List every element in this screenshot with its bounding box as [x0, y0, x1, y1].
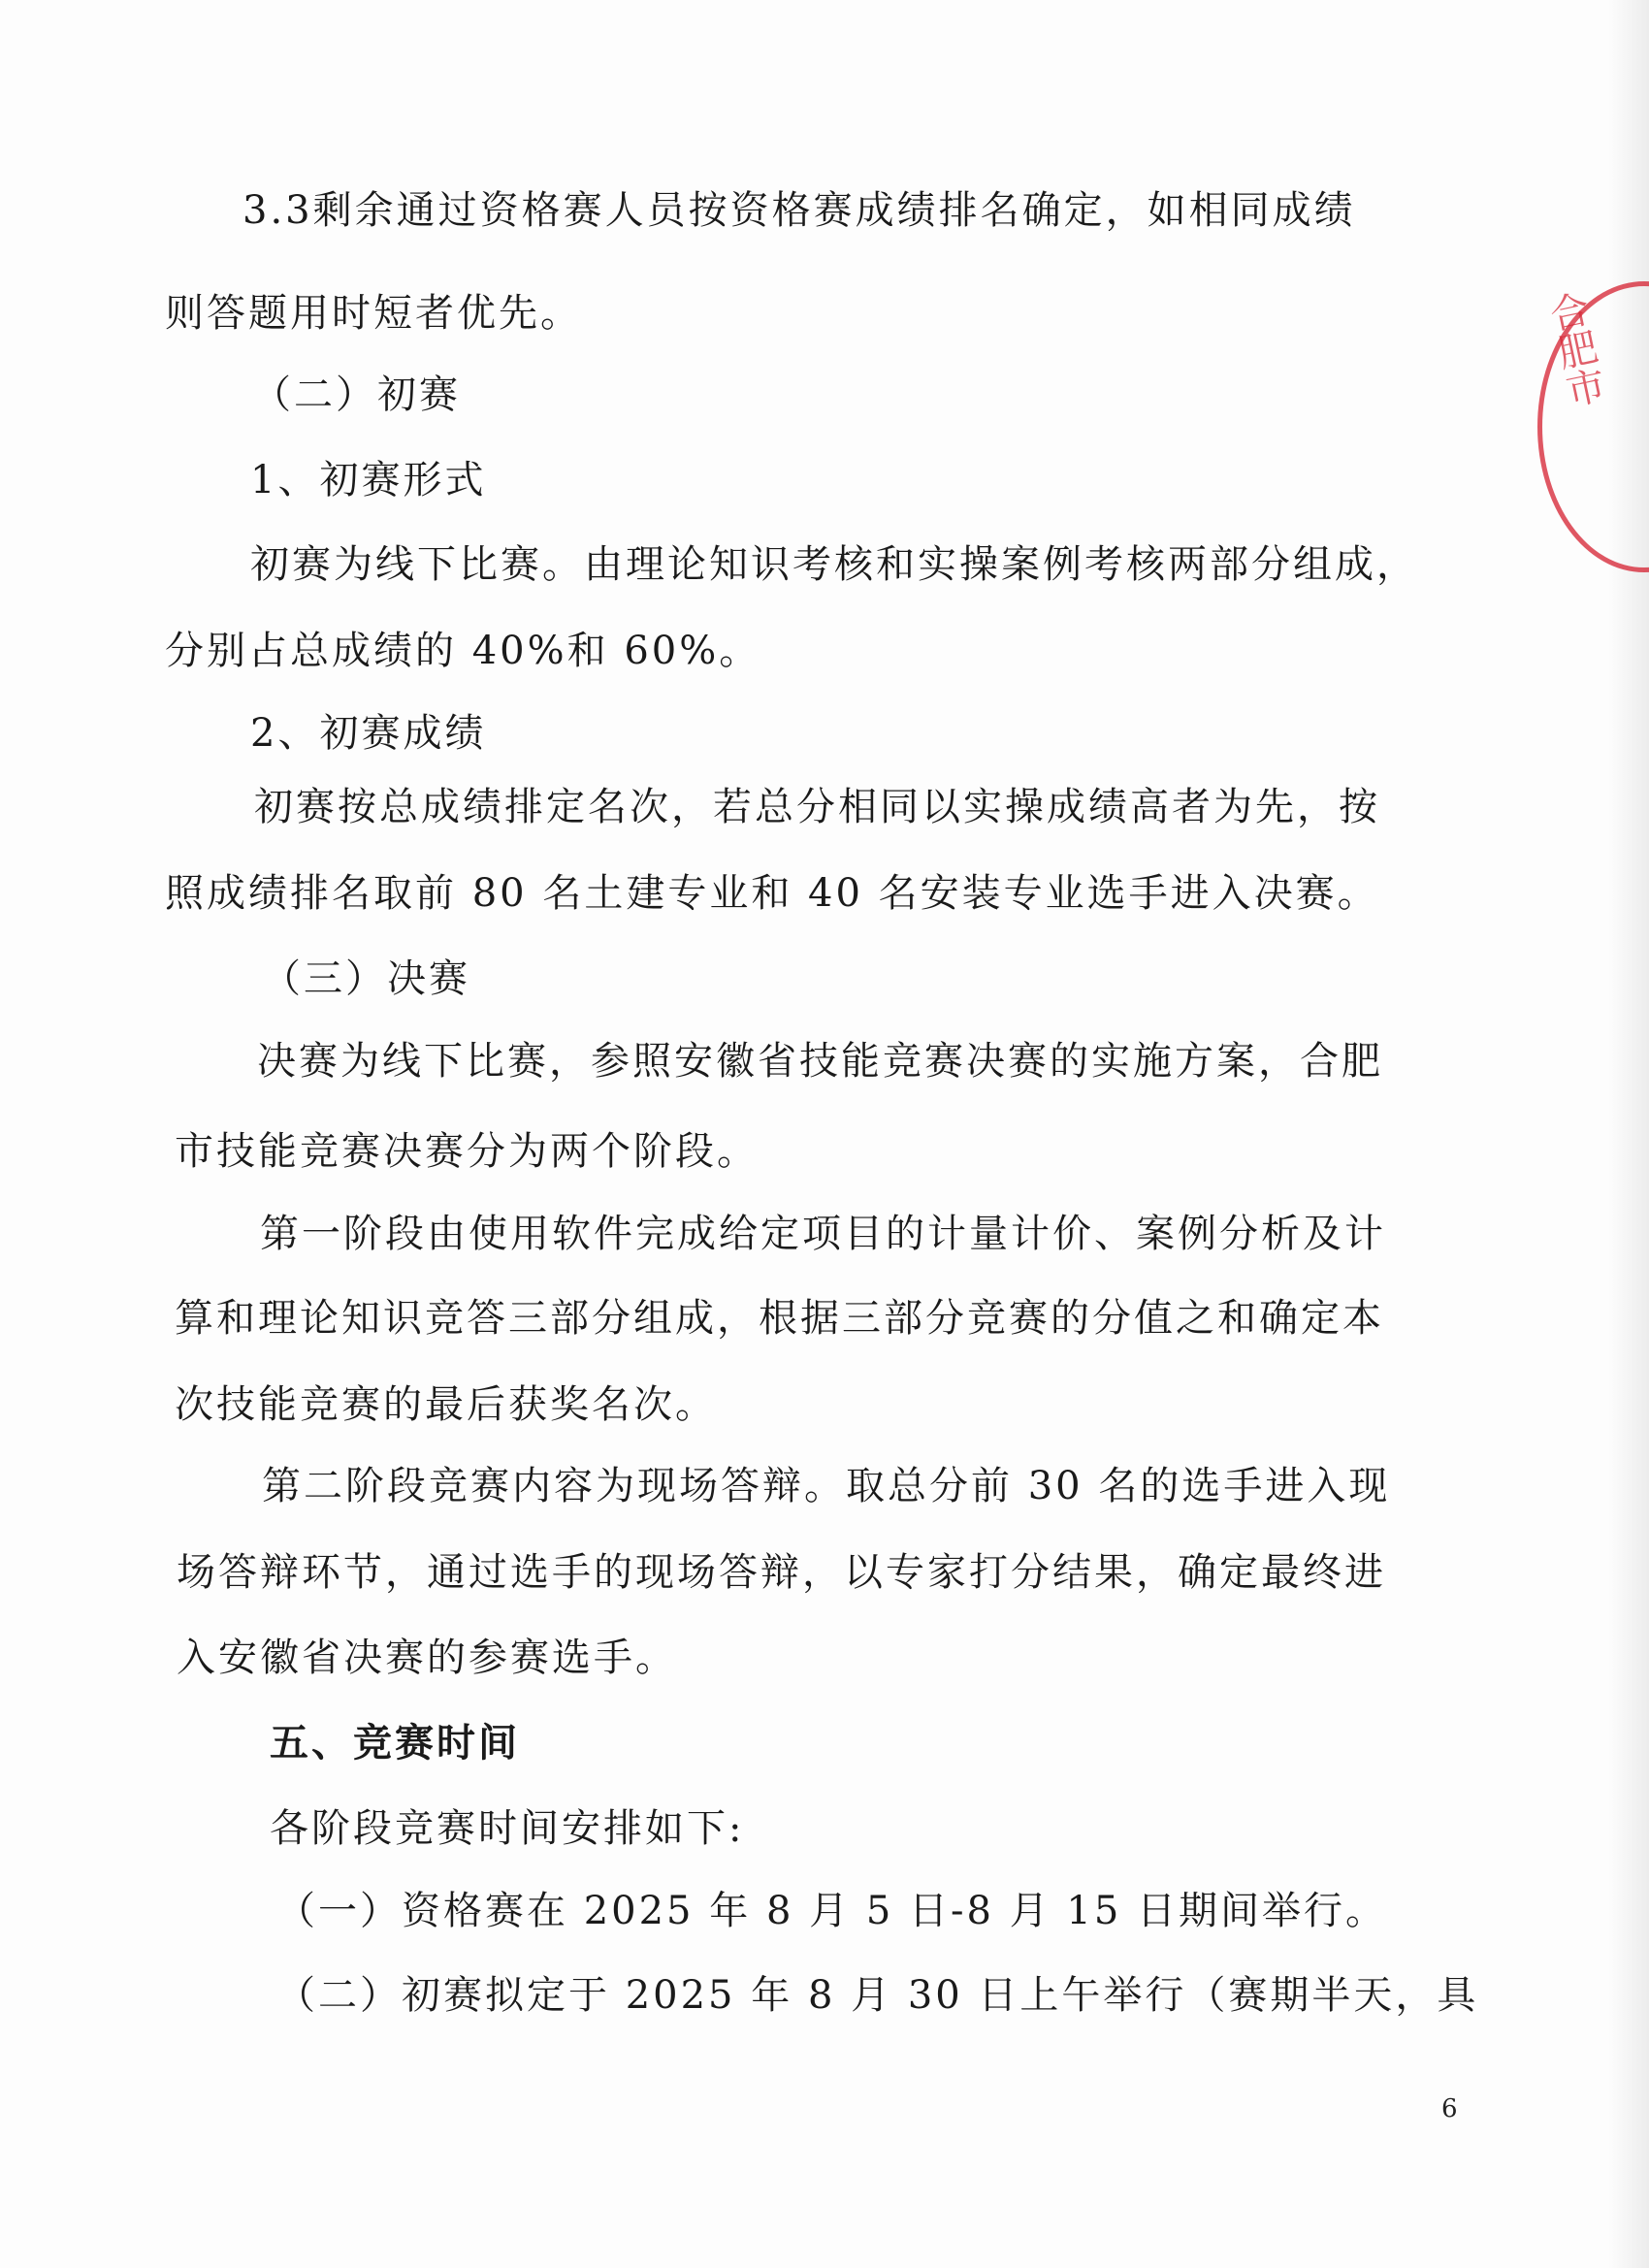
text-line: 算和理论知识竞答三部分组成，根据三部分竞赛的分值之和确定本 [175, 1296, 1384, 1341]
text-line: 初赛为线下比赛。由理论知识考核和实操案例考核两部分组成， [250, 542, 1418, 587]
text-line: 第二阶段竞赛内容为现场答辩。取总分前 30 名的选手进入现 [262, 1464, 1391, 1508]
subsection-heading: 2、初赛成绩 [250, 711, 487, 756]
section-heading: （二）初赛 [252, 373, 461, 417]
text-line: 第一阶段由使用软件完成给定项目的计量计价、案例分析及计 [260, 1212, 1386, 1256]
text-line: 初赛按总成绩排定名次，若总分相同以实操成绩高者为先，按 [254, 785, 1380, 829]
text-line: 各阶段竞赛时间安排如下: [270, 1806, 745, 1851]
text-line: 市技能竞赛决赛分为两个阶段。 [175, 1129, 759, 1174]
text-line: （一）资格赛在 2025 年 8 月 5 日-8 月 15 日期间举行。 [276, 1889, 1387, 1933]
chapter-heading: 五、竞赛时间 [270, 1720, 520, 1766]
text-line: 3.3剩余通过资格赛人员按资格赛成绩排名确定，如相同成绩 [242, 188, 1356, 233]
text-line: 则答题用时短者优先。 [165, 291, 582, 336]
text-line: 入安徽省决赛的参赛选手。 [177, 1636, 677, 1680]
text-line: 决赛为线下比赛，参照安徽省技能竞赛决赛的实施方案，合肥 [257, 1039, 1383, 1084]
subsection-heading: 1、初赛形式 [250, 458, 487, 502]
section-heading: （三）决赛 [262, 956, 470, 1001]
text-line: 照成绩排名取前 80 名土建专业和 40 名安装专业选手进入决赛。 [165, 871, 1379, 916]
text-line: 分别占总成绩的 40%和 60%。 [165, 629, 761, 673]
text-line: （二）初赛拟定于 2025 年 8 月 30 日上午举行（赛期半天，具 [276, 1973, 1479, 2018]
seal-text: 合肥市 [1540, 287, 1609, 411]
page-number: 6 [1441, 2094, 1458, 2123]
text-line: 次技能竞赛的最后获奖名次。 [175, 1382, 717, 1427]
text-line: 场答辩环节，通过选手的现场答辩，以专家打分结果，确定最终进 [177, 1550, 1386, 1595]
